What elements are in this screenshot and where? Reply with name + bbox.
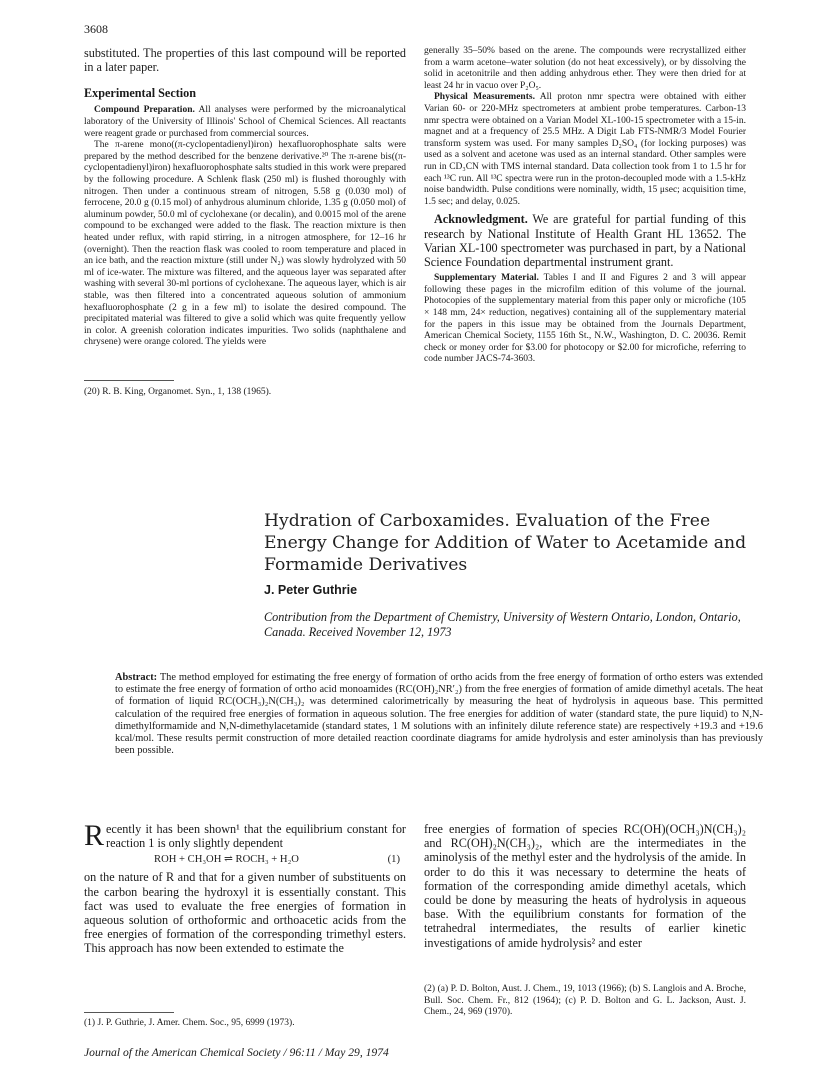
footnote-rule [84, 380, 174, 381]
abstract [115, 672, 763, 757]
left-body-paragraph: on the nature of R and that for a given number of substituents on the carbon bearing the hydroxyl it is essentially constant. This fact was used to evaluate the free energies of formation in aqueous solution of orthoformic and orthoacetic acids from the free energies of formation of the corresponding trimethyl esters. This approach has now been extended to estimate the [84, 870, 406, 956]
journal-footer: Journal of the American Chemical Society / 96:11 / May 29, 1974 [84, 1046, 389, 1059]
paragraph-text: We are grateful for partial funding of this research by National Institute of Health Grant HL 13652. The Varian XL-100 spectrometer was purchased in part, by a National Science Foundation departmental instrument grant. [424, 212, 746, 269]
footnote-1: (1) J. P. Guthrie, J. Amer. Chem. Soc., 95, 6999 (1973). [84, 1018, 295, 1028]
intro-paragraph [84, 819, 406, 852]
page-number: 3608 [84, 22, 108, 36]
abstract-label: Abstract: [115, 672, 158, 683]
continued-paragraph: substituted. The properties of this last compound will be reported in a later paper. [84, 46, 406, 75]
paragraph-text: Tables I and II and Figures 2 and 3 will appear following these pages in the microfilm edition of this volume of the journal. Photocopies of the supplementary material from this paper only or microfiche (105 × 148 mm, 24× reduction, negatives) containing all of the supplementary material for the papers in this issue may be obtained from the Journals Department, American Chemical Society, 1155 16th St., N.W., Washington, D. C. 20036. Remit check or money order for $3.00 for photocopy or $2.00 for microfiche, referring to code number JACS-74-3603. [424, 273, 746, 365]
intro-text: ecently it has been shown¹ that the equilibrium constant for reaction 1 is only slightly dependent [106, 822, 406, 851]
right-column-top [424, 46, 746, 366]
compound-preparation-paragraph [84, 105, 406, 140]
drop-cap: R [84, 819, 105, 852]
equation-1 [84, 853, 406, 867]
footnote-rule [84, 1012, 174, 1013]
article-title: Hydration of Carboxamides. Evaluation of the Free Energy Change for Addition of Water to Acetamide and Formamide Derivatives [264, 511, 747, 575]
runin-heading: Acknowledgment. [434, 212, 528, 227]
acknowledgment-paragraph [424, 212, 746, 269]
continued-paragraph-right: generally 35–50% based on the arene. The compounds were recrystallized either from a warm acetone–water solution (do not heat excessively), or by dissolving the solid in acetonitrile and then adding anhydrous ether. They were then dried for at least 24 hr in vacuo over P₂O₅. [424, 46, 746, 91]
equation-number: (1) [387, 854, 400, 866]
physical-measurements-paragraph [424, 92, 746, 208]
right-body-paragraph: free energies of formation of species RC(OH)(OCH₃)N(CH₃)₂ and RC(OH)₂N(CH₃)₂, which are the intermediates in the aminolysis of the methyl ester and the hydrolysis of the amide. In order to do this it was necessary to determine the heats of formation of the corresponding amide dimethyl acetals, which could be done by measuring the heats of hydrolysis in aqueous base. With the equilibrium constants for formation of the tetrahedral intermediates, the results of earlier kinetic investigations of amide hydrolysis² and ester [424, 822, 746, 950]
arene-salts-paragraph: The π-arene mono((π-cyclopentadienyl)iron) hexafluorophosphate salts were prepared by the method described for the benzene derivative.²⁰ The π-arene bis((π-cyclopentadienyl)iron) hexafluorophosphate salts studied in this work were prepared by the following procedure. A Schlenk flask (250 ml) is flushed thoroughly with nitrogen. Then under a continuous stream of nitrogen, 5.58 g (0.030 mol) of ferrocene, 20.0 g (0.15 mol) of anhydrous aluminum chloride, 1.35 g (0.050 mol) of aluminum powder, 50.0 ml of cyclohexane (or decalin), and 0.0015 mol of the arene compound to be exchanged were added to the flask. The reaction mixture is then heated under reflux, with rapid stirring, in a nitrogen atmosphere, for 12–16 hr (overnight). Then the reaction flask was cooled to room temperature and placed in an ice bath, and the reaction mixture (still under N₂) was slowly hydrolyzed with 50 ml of ice-water. The mixture was filtered, and the aqueous layer was separated after washing with several 30-ml portions of cyclohexane. The aqueous layer, which is air stable, was then filtered into a concentrated aqueous solution of ammonium hexafluorophosphate (2 g in a few ml) to isolate the desired compound. The precipitated material was filtered to give a solid which was quite frequently yellow in color. A greenish coloration indicates impurities. Two solids (naphthalene and chrysene) were orange colored. The yields were [84, 140, 406, 348]
abstract-text: The method employed for estimating the free energy of formation of ortho acids from the free energy of formation of ortho esters was extended to estimate the free energy of formation of ortho acid monoamides (RC(OH)₂NR′₂) from the free energies of formation of amide dimethyl acetals. The heat of formation of liquid RC(OCH₃)₂N(CH₃)₂ was determined calorimetrically by measuring the heat of hydrolysis in aqueous base. This permitted calculation of the required free energies of formation in aqueous solution. The free energies for addition of water (standard state, the pure liquid) to N,N-dimethylformamide and N,N-dimethylacetamide (standard states, 1 M solutions with an infinitely dilute reference state) are respectively +19.3 and +19.6 kcal/mol. These results permit construction of more detailed reaction coordinate diagrams for amide hydrolysis and ester aminolysis than has previously been possible. [115, 672, 763, 757]
runin-heading: Physical Measurements. [434, 92, 535, 103]
footnote-20: (20) R. B. King, Organomet. Syn., 1, 138 (1965). [84, 387, 272, 397]
paragraph-text: All analyses were performed by the microanalytical laboratory of the University of Illinois' School of Chemical Sciences. All reactants were reagent grade or purchased from commercial sources. [84, 105, 407, 139]
runin-heading: Supplementary Material. [434, 273, 539, 284]
affiliation: Contribution from the Department of Chemistry, University of Western Ontario, London, Ontario, Canada. Received November 12, 1973 [264, 610, 741, 639]
right-column-body [424, 822, 746, 950]
left-column-body [84, 819, 406, 956]
author: J. Peter Guthrie [264, 583, 358, 597]
left-column-top [84, 46, 406, 349]
runin-heading: Compound Preparation. [94, 105, 195, 116]
footnote-2: (2) (a) P. D. Bolton, Aust. J. Chem., 19, 1013 (1966); (b) S. Langlois and A. Broche, Bull. Soc. Chem. Fr., 812 (1964); (c) P. D. Bolton and G. L. Jackson, Aust. J. Chem., 24, 969 (1970). [424, 984, 746, 1018]
section-heading: Experimental Section [84, 86, 197, 101]
supplementary-paragraph [424, 273, 746, 366]
paragraph-text: All proton nmr spectra were obtained with either Varian 60- or 220-MHz spectrometers at ambient probe temperatures. Carbon-13 nmr spectra were obtained on a Varian Model XL-100-15 spectrometer with a 15-in. magnet and at a frequency of 25.5 MHz. A Digit Lab FTS-NMR/3 Model Fourier transform system was used. For many samples D₂SO₄ (for locking purposes) was used as a solvent and acetone was used as an internal standard. Other samples were run in CD₃CN with TMS internal standard. Data collection took from 1 to 1.5 hr for each ¹³C run. All ¹³C spectra were run in the proton-decoupled mode with a 1.5-kHz noise bandwidth. Pulse conditions were nominally, width, 15 μsec; acquisition time, 1.5 sec; and delay, 0.025. [424, 92, 746, 207]
equation-text: ROH + CH₃OH ⇌ ROCH₃ + H₂O [154, 854, 299, 866]
